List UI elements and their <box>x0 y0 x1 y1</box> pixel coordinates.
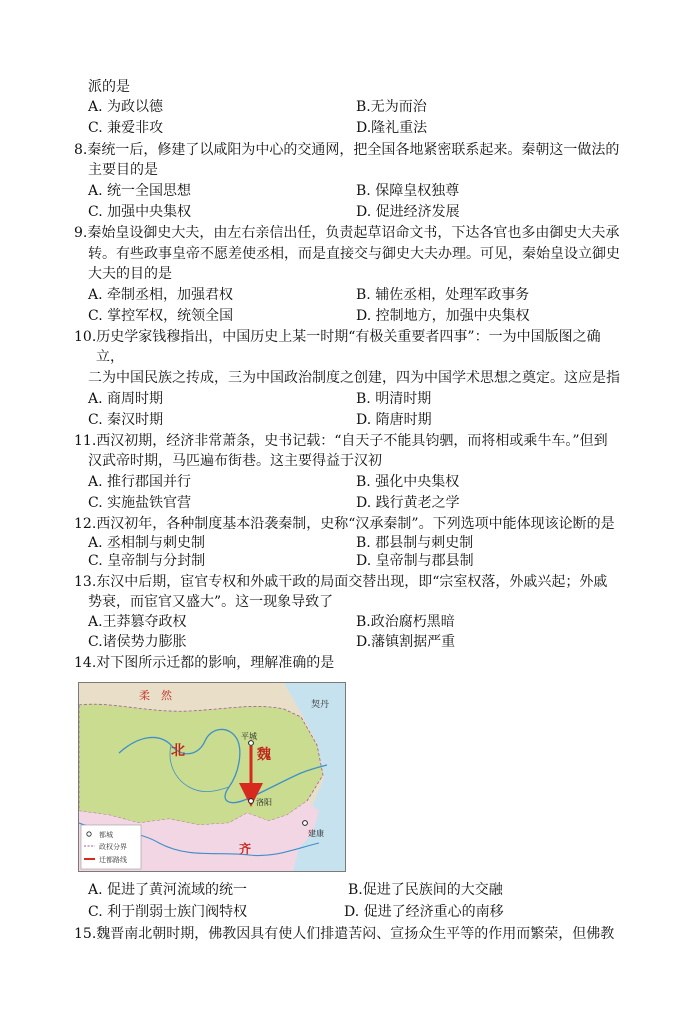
q10-stem-line-1: 10.历史学家钱穆指出，中国历史上某一时期“有极关重要者四事”：一为中国版图之确 <box>74 329 601 345</box>
q13-option-a: A.王莽篡夺政权 <box>88 614 187 630</box>
q13-stem-line-1: 13.东汉中后期，宦官专权和外戚干政的局面交替出现，即“宗室权落，外戚兴起；外戚 <box>74 574 608 590</box>
q8-option-a: A. 统一全国思想 <box>88 183 192 199</box>
label-wei: 魏 <box>257 747 271 763</box>
label-luoyang: 洛阳 <box>256 798 272 807</box>
label-qidan: 契丹 <box>311 700 330 710</box>
q11-option-b: B. 强化中央集权 <box>356 474 460 490</box>
q12-option-c: C. 皇帝制与分封制 <box>88 553 206 569</box>
q9-stem-line-2: 转。有些政事皇帝不愿差使丞相，而是直接交与御史大夫办理。可见，秦始皇设立御史 <box>88 246 620 262</box>
q13-option-b: B.政治腐朽黑暗 <box>356 614 455 630</box>
q11-option-a: A. 推行郡国并行 <box>88 474 192 490</box>
q7-option-c: C. 兼爱非攻 <box>88 120 164 136</box>
q14-stem-line-1: 14.对下图所示迁都的影响，理解准确的是 <box>74 655 335 671</box>
q15-stem-line-1: 15.魏晋南北朝时期，佛教因具有使人们排遣苦闷、宣扬众生平等的作用而繁荣，但佛教 <box>74 926 615 942</box>
q11-option-c: C. 实施盐铁官营 <box>88 495 192 511</box>
q9-option-d: D. 控制地方，加强中央集权 <box>356 308 530 324</box>
q13-option-d: D.藩镇割据严重 <box>356 634 456 650</box>
q12-option-b: B. 郡县制与刺史制 <box>356 535 474 551</box>
label-jiankang: 建康 <box>308 829 324 838</box>
luoyang-marker <box>249 799 254 804</box>
q10-stem-line-2: 立， <box>96 349 124 365</box>
label-pingcheng: 平城 <box>241 732 257 741</box>
label-bei: 北 <box>171 743 185 759</box>
label-rouran: 柔 然 <box>139 689 172 702</box>
capital-relocation-map <box>78 682 346 872</box>
northern-wei-region <box>79 704 323 825</box>
q8-stem-line-2: 主要目的是 <box>88 162 158 178</box>
question-7-stem-tail: 派的是 <box>88 79 130 95</box>
legend-capital-icon <box>87 832 91 836</box>
q9-stem-line-1: 9.秦始皇设御史大夫，由左右亲信出任，负责起草诏命文书，下达各官也多由御史大夫承 <box>74 225 620 241</box>
q12-option-d: D. 皇帝制与郡县制 <box>356 553 474 569</box>
pingcheng-marker <box>249 741 254 746</box>
q11-option-d: D. 践行黄老之学 <box>356 495 460 511</box>
map-graphic <box>79 683 345 871</box>
legend-border-label: 政权分界 <box>99 843 127 851</box>
q10-option-c: C. 秦汉时期 <box>88 412 164 428</box>
q14-option-a: A. 促进了黄河流域的统一 <box>88 882 248 898</box>
q13-stem-line-2: 势衰，而宦官又盛大”。这一现象导致了 <box>88 594 334 610</box>
q8-option-c: C. 加强中央集权 <box>88 204 192 220</box>
q9-option-a: A. 牵制丞相，加强君权 <box>88 287 234 303</box>
q14-option-d: D. 促进了经济重心的南移 <box>344 904 504 920</box>
q11-stem-line-2: 汉武帝时期，马匹遍布街巷。这主要得益于汉初 <box>88 453 382 469</box>
q7-option-a: A. 为政以德 <box>88 99 164 115</box>
q9-option-b: B. 辅佐丞相，处理军政事务 <box>356 287 530 303</box>
q8-option-b: B. 保障皇权独尊 <box>356 183 460 199</box>
jiankang-marker <box>303 821 308 826</box>
q10-option-b: B. 明清时期 <box>356 391 432 407</box>
q9-option-c: C. 掌控军权，统领全国 <box>88 308 234 324</box>
legend-capital-label: 都城 <box>99 831 113 839</box>
q7-option-d: D.隆礼重法 <box>356 120 428 136</box>
q9-stem-line-3: 大夫的目的是 <box>88 266 172 282</box>
q10-option-a: A. 商周时期 <box>88 391 164 407</box>
q12-stem-line-1: 12.西汉初年，各种制度基本沿袭秦制，史称“汉承秦制”。下列选项中能体现该论断的是 <box>74 516 615 532</box>
label-qi: 齐 <box>239 842 252 856</box>
q10-option-d: D. 隋唐时期 <box>356 412 432 428</box>
q8-option-d: D. 促进经济发展 <box>356 204 460 220</box>
q12-option-a: A. 丞相制与刺史制 <box>88 535 206 551</box>
q14-option-b: B.促进了民族间的大交融 <box>348 882 503 898</box>
q7-option-b: B.无为而治 <box>356 99 427 115</box>
q13-option-c: C.诸侯势力膨胀 <box>88 634 187 650</box>
q8-stem-line-1: 8.秦统一后，修建了以咸阳为中心的交通网，把全国各地紧密联系起来。秦朝这一做法的 <box>74 142 620 158</box>
legend-route-label: 迁都路线 <box>99 856 127 864</box>
q10-stem-line-3: 二为中国民族之抟成，三为中国政治制度之创建，四为中国学术思想之奠定。这应是指 <box>88 370 620 386</box>
q14-option-c: C. 利于削弱士族门阀特权 <box>88 904 248 920</box>
q11-stem-line-1: 11.西汉初期，经济非常萧条，史书记载：“自天子不能具钧驷，而将相或乘牛车。”但到 <box>74 433 608 449</box>
